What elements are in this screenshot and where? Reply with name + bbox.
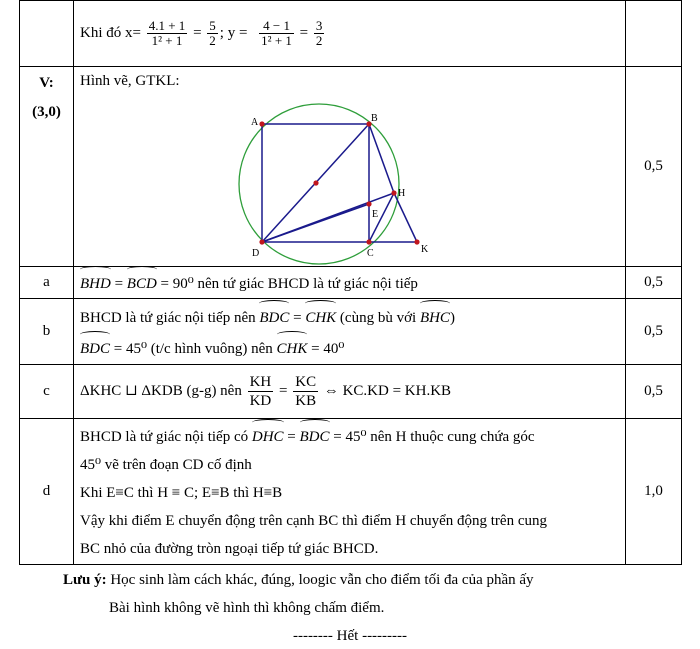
- row-d-line3: Khi E≡C thì H ≡ C; E≡B thì H≡B: [80, 485, 283, 501]
- grading-table: [19, 0, 682, 565]
- row-d-line2: 45⁰ vẽ trên đoạn CD cố định: [80, 457, 252, 473]
- fraction-kc-kb: $\frac{KC}{KB}$: [295, 374, 317, 409]
- row-a-score: 0,5: [626, 267, 682, 299]
- figure-lines: [262, 124, 417, 242]
- x-fraction: $\frac{4.1 + 1}{\text{1² + 1}}$: [148, 18, 186, 48]
- footer-end: -------- Hết ---------: [292, 628, 408, 644]
- row-c-content: ΔKHC ⊔ ΔKDB (g-g) nên $\frac{KH}{KD}$ = $\frac{KC}{KB}$ ⇔ KC.KD = KH.KB: [74, 365, 626, 419]
- row-a-content: BHD = BCD = 90⁰ nên tứ giác BHCD là tứ giác nội tiếp: [74, 267, 626, 299]
- question-points: (3,0): [32, 104, 61, 120]
- row-b-line2: BDC = 45⁰ (t/c hình vuông) nên CHK = 40⁰: [80, 332, 619, 363]
- x-value: $\frac{5}{2}$: [209, 18, 216, 48]
- question-number: V:: [39, 75, 54, 91]
- label-e: E: [372, 209, 379, 220]
- row-d: [20, 419, 682, 565]
- row-b-line1: BHCD là tứ giác nội tiếp nên BDC = CHK (cùng bù với BHC): [80, 301, 619, 332]
- label-h: H: [398, 188, 406, 199]
- row-x-score: [626, 1, 682, 67]
- row-b-content: [74, 299, 626, 365]
- label-c: C: [367, 248, 374, 259]
- arc-bcd: BCD: [127, 267, 157, 298]
- row-v: [20, 67, 682, 267]
- row-v-content: [74, 67, 626, 267]
- row-d-score: 1,0: [626, 419, 682, 565]
- figure-points: [259, 121, 419, 244]
- label-k: K: [421, 244, 429, 255]
- row-x-y: [20, 1, 682, 67]
- row-d-label: d: [20, 419, 74, 565]
- footer-note: [63, 572, 700, 589]
- figure-intro: Hình vẽ, GTKL:: [80, 73, 180, 89]
- row-d-line5: BC nhỏ của đường tròn ngoại tiếp tứ giác BHCD.: [80, 541, 379, 557]
- note-text: Học sinh làm cách khác, đúng, loogic vẫn cho điểm tối đa của phần ấy: [110, 572, 534, 588]
- note-label: Lưu ý:: [63, 572, 107, 588]
- row-c: [20, 365, 682, 419]
- y-fraction: $\frac{4 - 1}{\text{1² + 1}}$: [261, 18, 292, 48]
- row-d-line1: BHCD là tứ giác nội tiếp có DHC = BDC = 45⁰ nên H thuộc cung chứa góc: [80, 420, 619, 451]
- row-a-label: a: [20, 267, 74, 299]
- row-x-label: [20, 1, 74, 67]
- row-v-score: 0,5: [626, 67, 682, 267]
- row-b-score: 0,5: [626, 299, 682, 365]
- row-c-score: 0,5: [626, 365, 682, 419]
- label-b: B: [371, 113, 378, 124]
- y-value: $\frac{3}{2}$: [315, 18, 323, 48]
- row-x-content: Khi đó x= $\frac{4.1 + 1}{\text{1² + 1}}$ = $\frac{5}{2}$ ; y = $\frac{4 - 1}{\text{1² + 1}}$ = $\frac{3}{2}$: [74, 1, 626, 67]
- x-prefix: Khi đó x=: [80, 24, 141, 41]
- row-d-line4: Vậy khi điểm E chuyển động trên cạnh BC thì điểm H chuyển động trên cung: [80, 513, 547, 529]
- row-b: [20, 299, 682, 365]
- row-c-label: c: [20, 365, 74, 419]
- row-a: [20, 267, 682, 299]
- row-b-label: b: [20, 299, 74, 365]
- label-a: A: [251, 117, 259, 128]
- row-v-label: [20, 67, 74, 267]
- footer-note-2: Bài hình không vẽ hình thì không chấm điểm.: [109, 600, 385, 616]
- row-d-content: [74, 419, 626, 565]
- fraction-kh-kd: $\frac{KH}{KD}$: [249, 374, 272, 409]
- arc-bhd: BHD: [80, 267, 111, 298]
- geometry-figure: [237, 95, 457, 265]
- label-d: D: [252, 248, 260, 259]
